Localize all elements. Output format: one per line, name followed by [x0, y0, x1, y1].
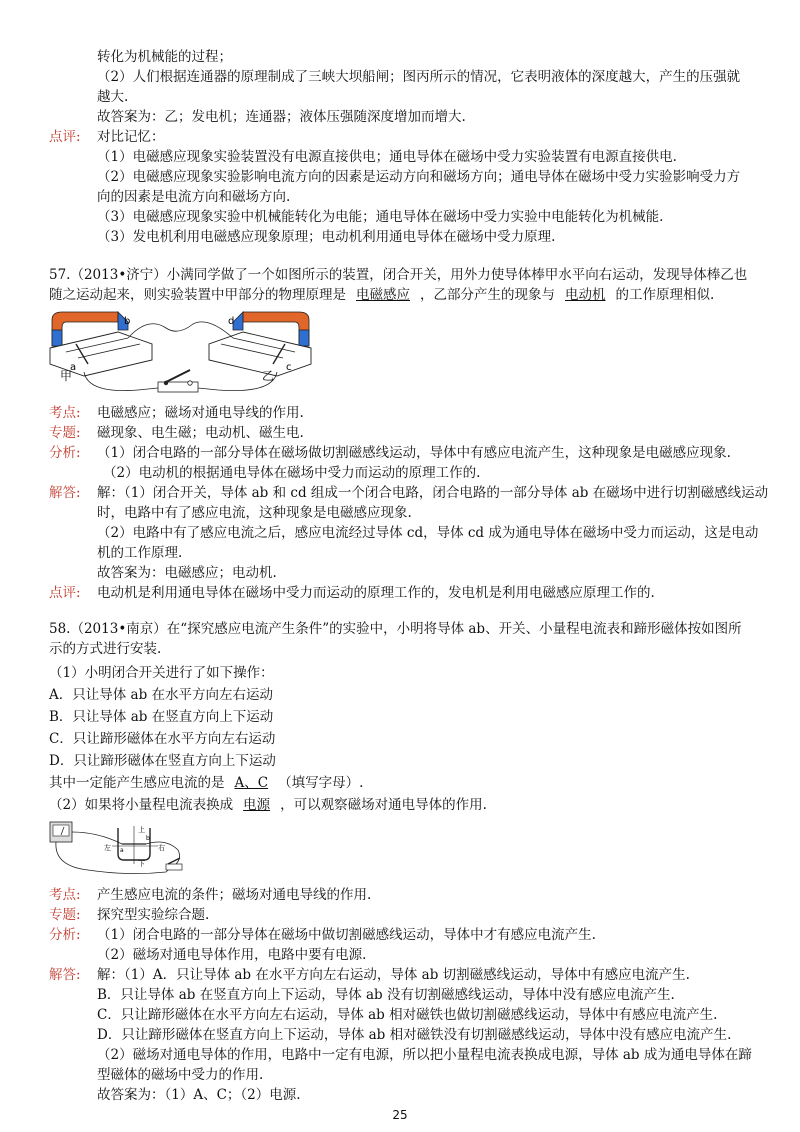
- question-58-stem-2: 示的方式进行安装.: [49, 641, 162, 657]
- option-b: B．只让导体 ab 在竖直方向上下运动: [49, 709, 274, 725]
- text-line: （3）电磁感应现象实验中机械能转化为电能；通电导体在磁场中受力实验中电能转化为机械能.: [97, 209, 664, 225]
- connecting-wire: [72, 832, 122, 844]
- option-d: D．只让蹄形磁体在竖直方向上下运动: [49, 753, 276, 769]
- fenxi-text: （1）闭合电路的一部分导体在磁场中做切割磁感线运动，导体中才有感应电流产生.: [97, 927, 596, 943]
- zhuanti-tag: 专题:: [49, 907, 81, 923]
- label-c: c: [286, 362, 292, 373]
- label-right: 右: [158, 844, 165, 852]
- question-57-stem-2: [49, 285, 714, 305]
- connecting-wire: [56, 842, 172, 874]
- jieda-text: 机的工作原理.: [97, 545, 183, 561]
- jieda-tag: 解答:: [49, 485, 81, 501]
- kaodian-text: 电磁感应；磁场对通电导线的作用.: [97, 405, 304, 421]
- jieda-answer: 故答案为：电磁感应；电动机.: [97, 565, 277, 581]
- figure-label-yi: 乙: [262, 369, 275, 383]
- comment-tag: 点评:: [49, 129, 81, 145]
- text-line: （2）电磁感应现象实验影响电流方向的因素是运动方向和磁场方向；通电导体在磁场中受力实验影响受力方: [97, 169, 741, 185]
- question-58-blank-2: [49, 795, 487, 815]
- figure-58-apparatus: [48, 820, 188, 878]
- text-line: 对比记忆：: [97, 129, 165, 145]
- answer-line: 故答案为：乙；发电机；连通器；液体压强随深度增加而增大.: [97, 109, 466, 125]
- option-a: A．只让导体 ab 在水平方向左右运动: [49, 687, 274, 703]
- zhuanti-tag: 专题:: [49, 425, 81, 441]
- fenxi-tag: 分析:: [49, 445, 81, 461]
- label-d: d: [228, 316, 235, 327]
- label-left: 左: [104, 844, 111, 852]
- blank-answer-1: A、C: [234, 775, 269, 791]
- stem-text: （2）如果将小量程电流表换成: [49, 797, 234, 813]
- blank-answer-2: 电动机: [565, 287, 606, 303]
- fenxi-text: （1）闭合电路的一部分导体在磁场做切割磁感线运动，导体中有感应电流产生，这种现象是电磁感应现象.: [97, 445, 731, 461]
- figure-label-jia: 甲: [60, 369, 73, 383]
- text-line: （1）电磁感应现象实验装置没有电源直接供电；通电导体在磁场中受力实验装置有电源直接供电.: [97, 149, 677, 165]
- fenxi-tag: 分析:: [49, 927, 81, 943]
- text-line: 转化为机械能的过程；: [97, 49, 232, 65]
- jieda-text: 型磁体的磁场中受力的作用.: [97, 1067, 264, 1083]
- stem-text: 的工作原理相似.: [615, 287, 715, 303]
- question-58-blank-1: [49, 773, 363, 793]
- text-line: 越大.: [97, 89, 129, 105]
- dianping-tag: 点评:: [49, 585, 81, 601]
- stem-text: 其中一定能产生感应电流的是: [49, 775, 225, 791]
- right-magnet-pole: [299, 330, 309, 346]
- question-58-stem: 58.（2013•南京）在“探究感应电流产生条件”的实验中，小明将导体 ab、开关、小量程电流表和蹄形磁体按如图所: [49, 621, 742, 637]
- page-number: 25: [392, 1108, 408, 1122]
- jieda-text: 解：（1）A．只让导体 ab 在水平方向左右运动，导体 ab 切割磁感线运动，导体中有感应电流产生.: [97, 967, 690, 983]
- question-58-part1: （1）小明闭合开关进行了如下操作：: [49, 665, 274, 681]
- stem-text: （填写字母）.: [278, 775, 364, 791]
- label-up: 上: [138, 826, 145, 834]
- question-57-stem: 57.（2013•济宁）小满同学做了一个如图所示的装置，闭合开关，用外力使导体棒甲水平向右运动，发现导体棒乙也: [49, 267, 748, 283]
- connecting-wire: [84, 372, 158, 391]
- jieda-text: （2）磁场对通电导体的作用，电路中一定有电源，所以把小量程电流表换成电源，导体 ab 成为通电导体在蹄: [97, 1047, 752, 1063]
- label-b: b: [146, 835, 150, 842]
- label-down: 下: [138, 860, 145, 868]
- zhuanti-text: 磁现象、电生磁；电动机、磁生电.: [97, 425, 304, 441]
- switch-base: [166, 864, 182, 870]
- jieda-answer: 故答案为：（1）A、C；（2）电源.: [97, 1087, 301, 1103]
- zhuanti-text: 探究型实验综合题.: [97, 907, 210, 923]
- jieda-text: C．只让蹄形磁体在水平方向左右运动，导体 ab 相对磁铁也做切割磁感线运动，导体中有感应电流产生.: [97, 1007, 718, 1023]
- label-a: a: [70, 362, 77, 373]
- right-magnet-pole: [233, 312, 243, 330]
- jieda-text: D．只让蹄形磁体在竖直方向上下运动，导体 ab 相对磁铁没有切割磁感线运动，导体中没有感应电流产生.: [97, 1027, 732, 1043]
- kaodian-tag: 考点:: [49, 887, 81, 903]
- jieda-text: B．只让导体 ab 在竖直方向上下运动，导体 ab 没有切割磁感线运动，导体中没有感应电流产生.: [97, 987, 675, 1003]
- stem-text: 随之运动起来，则实验装置中甲部分的物理原理是: [49, 287, 346, 303]
- jieda-text: 时，电路中有了感应电流，这种现象是电磁感应现象.: [97, 505, 412, 521]
- blank-answer-2: 电源: [243, 797, 271, 813]
- kaodian-tag: 考点:: [49, 405, 81, 421]
- connecting-wire: [128, 322, 233, 338]
- right-rails: [209, 332, 311, 376]
- jieda-text: 解：（1）闭合开关，导体 ab 和 cd 组成一个闭合电路，闭合电路的一部分导体 ab 在磁场中进行切割磁感线运动: [97, 485, 769, 501]
- stem-text: ，可以观察磁场对通电导体的作用.: [280, 797, 487, 813]
- jieda-text: （2）电路中有了感应电流之后，感应电流经过导体 cd，导体 cd 成为通电导体在磁场中受力而运动，这是电动: [97, 525, 759, 541]
- switch-lever: [166, 370, 190, 382]
- label-b: b: [124, 316, 131, 327]
- dianping-text: 电动机是利用通电导体在磁场中受力而运动的原理工作的，发电机是利用电磁感应原理工作的.: [97, 585, 655, 601]
- label-a: a: [120, 847, 124, 854]
- fenxi-text: （2）磁场对通电导体作用，电路中要有电源.: [97, 947, 367, 963]
- text-line: （3）发电机利用电磁感应现象原理；电动机利用通电导体在磁场中受力原理.: [97, 229, 556, 245]
- stem-text: ，乙部分产生的现象与: [420, 287, 555, 303]
- text-line: （2）人们根据连通器的原理制成了三峡大坝船闸；图丙所示的情况，它表明液体的深度越大，产生的压强就: [97, 69, 741, 85]
- left-magnet-pole: [52, 330, 62, 346]
- option-c: C．只让蹄形磁体在水平方向左右运动: [49, 731, 276, 747]
- kaodian-text: 产生感应电流的条件；磁场对通电导线的作用.: [97, 887, 372, 903]
- fenxi-text: （2）电动机的根据通电导体在磁场中受力而运动的原理工作的.: [103, 465, 481, 481]
- text-line: 向的因素是电流方向和磁场方向.: [97, 189, 291, 205]
- blank-answer-1: 电磁感应: [356, 287, 410, 303]
- jieda-tag: 解答:: [49, 967, 81, 983]
- figure-57-apparatus: [48, 308, 313, 400]
